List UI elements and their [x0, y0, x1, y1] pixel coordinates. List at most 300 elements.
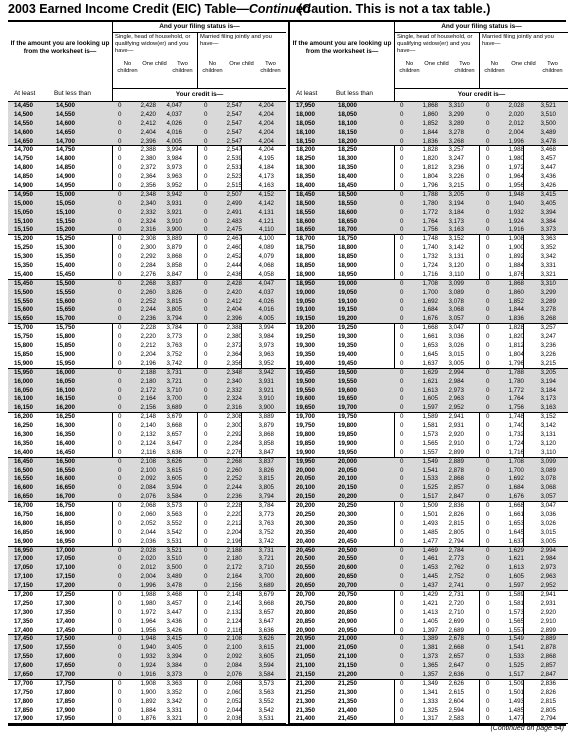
at-least-cell: 20,650: [296, 582, 315, 590]
table-row: [290, 235, 568, 244]
joint-no-children-cell: 0: [204, 208, 208, 216]
single-two-children-cell: 2,868: [448, 475, 464, 483]
single-two-children-cell: 4,026: [166, 119, 182, 127]
joint-two-children-cell: 3,415: [540, 190, 556, 198]
but-less-than-cell: 21,300: [338, 688, 357, 696]
joint-one-child-cell: 2,100: [226, 644, 242, 652]
but-less-than-cell: 16,300: [56, 422, 75, 430]
at-least-cell: 17,500: [14, 644, 33, 652]
joint-no-children-cell: 0: [204, 466, 208, 474]
joint-one-child-cell: 1,557: [508, 626, 524, 634]
joint-no-children-cell: 0: [204, 164, 208, 172]
credit-header: [395, 22, 568, 101]
table-row: [8, 635, 286, 644]
joint-one-child-cell: 1,828: [508, 324, 524, 332]
but-less-than-cell: 19,100: [338, 297, 357, 305]
joint-no-children-cell: 0: [486, 715, 490, 723]
single-one-child-cell: 2,204: [140, 350, 156, 358]
joint-no-children-cell: 0: [486, 324, 490, 332]
joint-one-child-cell: 1,916: [508, 226, 524, 234]
but-less-than-cell: 17,500: [56, 635, 75, 643]
joint-no-children-cell: 0: [204, 448, 208, 456]
joint-two-children-cell: 4,016: [258, 306, 274, 314]
single-two-children-cell: 3,731: [166, 368, 182, 376]
single-two-children-cell: 3,805: [166, 306, 182, 314]
at-least-cell: 19,900: [296, 448, 315, 456]
single-no-children-cell: 0: [118, 279, 122, 287]
joint-one-child-cell: 1,980: [508, 155, 524, 163]
table-row: [290, 378, 568, 387]
joint-two-children-cell: 3,847: [258, 448, 274, 456]
single-one-child-cell: 1,501: [422, 510, 438, 518]
at-least-cell: 20,950: [296, 635, 315, 643]
at-least-cell: 20,300: [296, 519, 315, 527]
joint-no-children-cell: 0: [204, 697, 208, 705]
single-no-children-cell: 0: [118, 608, 122, 616]
table-row: [8, 378, 286, 387]
single-two-children-cell: 3,099: [448, 279, 464, 287]
single-two-children-cell: 2,699: [448, 617, 464, 625]
but-less-than-cell: 17,050: [56, 555, 75, 563]
table-row: [290, 138, 568, 147]
table-row: [290, 244, 568, 253]
joint-no-children-cell: 0: [486, 226, 490, 234]
single-no-children-cell: 0: [118, 182, 122, 190]
at-least-cell: 17,850: [14, 706, 33, 714]
joint-one-child-cell: 1,780: [508, 377, 524, 385]
single-one-child-cell: 1,996: [140, 582, 156, 590]
single-no-children-cell: 0: [118, 155, 122, 163]
single-no-children-cell: 0: [400, 182, 404, 190]
single-one-child-cell: 1,621: [422, 377, 438, 385]
table-row: [8, 218, 286, 227]
joint-two-children-cell: 4,131: [258, 208, 274, 216]
single-two-children-cell: 3,847: [166, 270, 182, 278]
single-one-child-cell: 2,004: [140, 573, 156, 581]
joint-no-children-cell: 0: [204, 253, 208, 261]
single-one-child-cell: 2,052: [140, 519, 156, 527]
but-less-than-cell: 16,450: [56, 448, 75, 456]
single-no-children-cell: 0: [118, 582, 122, 590]
table-body: [290, 102, 568, 724]
single-two-children-cell: 3,415: [166, 635, 182, 643]
table-row: [290, 458, 568, 467]
joint-one-child-cell: 2,300: [226, 422, 242, 430]
single-one-child-cell: 2,124: [140, 439, 156, 447]
single-one-child-cell: 2,252: [140, 297, 156, 305]
single-two-children-cell: 3,110: [448, 270, 464, 278]
but-less-than-cell: 19,950: [338, 448, 357, 456]
table-row: [8, 129, 286, 138]
single-two-children-cell: 2,636: [448, 671, 464, 678]
joint-two-children-cell: 3,858: [258, 439, 274, 447]
single-one-child-cell: 2,276: [140, 270, 156, 278]
at-least-cell: 16,400: [14, 448, 33, 456]
table-row: [290, 333, 568, 342]
single-two-children-cell: 2,678: [448, 635, 464, 643]
single-two-children-cell: 3,299: [448, 110, 464, 118]
single-two-children-cell: 2,836: [448, 502, 464, 510]
joint-one-child-cell: 1,900: [508, 244, 524, 252]
table-row: [290, 155, 568, 164]
single-two-children-cell: 4,037: [166, 110, 182, 118]
single-one-child-cell: 1,780: [422, 199, 438, 207]
single-no-children-cell: 0: [400, 573, 404, 581]
joint-one-child-cell: 1,477: [508, 715, 524, 723]
at-least-cell: 16,450: [14, 457, 33, 465]
but-less-than-cell: 18,450: [338, 182, 357, 190]
your-credit-label: Your credit is—: [395, 88, 568, 101]
single-one-child-cell: 1,908: [140, 679, 156, 687]
single-two-children-cell: 3,994: [166, 146, 182, 154]
table-row: [8, 244, 286, 253]
but-less-than-cell: 17,550: [56, 644, 75, 652]
single-two-children-cell: 3,573: [166, 502, 182, 510]
joint-no-children-cell: 0: [204, 297, 208, 305]
joint-two-children-cell: 3,352: [540, 244, 556, 252]
but-less-than-cell: 17,000: [56, 546, 75, 554]
single-no-children-cell: 0: [400, 599, 404, 607]
single-one-child-cell: 1,708: [422, 279, 438, 287]
table-row: [290, 618, 568, 627]
but-less-than-cell: 19,850: [338, 430, 357, 438]
single-two-children-cell: 3,236: [448, 164, 464, 172]
table-row: [8, 502, 286, 511]
but-less-than-cell: 16,100: [56, 386, 75, 394]
joint-no-children-cell: 0: [204, 439, 208, 447]
single-one-child-cell: 1,325: [422, 706, 438, 714]
single-one-child-cell: 1,796: [422, 182, 438, 190]
single-one-child-cell: 1,924: [140, 662, 156, 670]
table-row: [8, 591, 286, 600]
at-least-cell: 18,750: [296, 244, 315, 252]
single-no-children-cell: 0: [118, 493, 122, 501]
single-one-child-cell: 1,940: [140, 644, 156, 652]
but-less-than-cell: 19,800: [338, 422, 357, 430]
single-one-child-cell: 1,820: [422, 155, 438, 163]
table-row: [8, 395, 286, 404]
but-less-than-cell: 19,150: [338, 306, 357, 314]
at-least-cell: 16,300: [14, 430, 33, 438]
table-row: [290, 627, 568, 636]
joint-no-children-cell: 0: [486, 564, 490, 572]
but-less-than-cell: 15,200: [56, 226, 75, 234]
joint-no-children-cell: 0: [204, 350, 208, 358]
at-least-cell: 19,200: [296, 324, 315, 332]
single-no-children-cell: 0: [118, 679, 122, 687]
single-one-child-cell: 1,772: [422, 208, 438, 216]
joint-no-children-cell: 0: [486, 315, 490, 323]
joint-one-child-cell: 2,483: [226, 217, 242, 225]
but-less-than-cell: 18,250: [338, 146, 357, 154]
single-no-children-cell: 0: [118, 217, 122, 225]
single-two-children-cell: 3,552: [166, 519, 182, 527]
at-least-cell: 19,950: [296, 457, 315, 465]
single-two-children-cell: 3,310: [448, 102, 464, 109]
joint-two-children-cell: 3,805: [258, 484, 274, 492]
single-one-child-cell: 1,764: [422, 217, 438, 225]
but-less-than-cell: 19,250: [338, 324, 357, 332]
single-one-child-cell: 2,324: [140, 217, 156, 225]
eic-table: [8, 20, 566, 726]
but-less-than-cell: 20,850: [338, 608, 357, 616]
table-row: [8, 155, 286, 164]
joint-two-children-cell: 3,563: [258, 688, 274, 696]
but-less-than-cell: 19,000: [338, 279, 357, 287]
but-less-than-label: But less than: [336, 90, 373, 97]
joint-one-child-cell: 2,004: [508, 128, 524, 136]
but-less-than-cell: 21,150: [338, 662, 357, 670]
single-no-children-cell: 0: [118, 564, 122, 572]
joint-one-child-cell: 2,515: [226, 182, 242, 190]
at-least-cell: 16,800: [14, 519, 33, 527]
joint-no-children-cell: 0: [204, 235, 208, 243]
joint-two-children-cell: 3,205: [540, 368, 556, 376]
at-least-cell: 20,000: [296, 466, 315, 474]
single-no-children-cell: 0: [118, 306, 122, 314]
single-two-children-cell: 3,931: [166, 199, 182, 207]
title-main: 2003 Earned Income Credit (EIC) Table: [8, 2, 237, 16]
single-one-child-cell: 2,364: [140, 173, 156, 181]
joint-two-children-cell: 3,447: [540, 164, 556, 172]
but-less-than-cell: 18,700: [338, 226, 357, 234]
joint-no-children-cell: 0: [204, 644, 208, 652]
single-no-children-cell: 0: [118, 404, 122, 412]
single-one-child-cell: 1,597: [422, 404, 438, 412]
single-one-child-cell: 2,420: [140, 110, 156, 118]
but-less-than-cell: 18,650: [338, 217, 357, 225]
single-no-children-cell: 0: [400, 377, 404, 385]
table-row: [290, 573, 568, 582]
joint-two-children-cell: 3,710: [258, 564, 274, 572]
single-one-child-cell: 1,748: [422, 235, 438, 243]
single-one-child-cell: 1,884: [140, 706, 156, 714]
joint-one-child-cell: 2,220: [226, 510, 242, 518]
joint-two-children-cell: 3,679: [258, 590, 274, 598]
single-two-children-cell: 3,131: [448, 253, 464, 261]
but-less-than-cell: 17,900: [56, 706, 75, 714]
joint-no-children-cell: 0: [204, 155, 208, 163]
table-row: [8, 102, 286, 111]
joint-two-children-cell: 3,573: [258, 679, 274, 687]
single-no-children-cell: 0: [118, 190, 122, 198]
single-one-child-cell: 1,804: [422, 173, 438, 181]
joint-no-children-cell: 0: [486, 350, 490, 358]
joint-two-children-cell: 3,131: [540, 430, 556, 438]
joint-two-children-cell: 3,531: [258, 715, 274, 723]
single-one-child-cell: 1,525: [422, 484, 438, 492]
joint-two-children-cell: 4,047: [258, 279, 274, 287]
single-hoh-group: Single, head of household, or qualifying widow(er) and you have— No children One child Two children: [395, 33, 480, 88]
at-least-cell: 17,550: [14, 653, 33, 661]
but-less-than-cell: 14,550: [56, 110, 75, 118]
joint-no-children-cell: 0: [204, 226, 208, 234]
single-no-children-cell: 0: [400, 315, 404, 323]
joint-two-children-cell: 3,015: [540, 528, 556, 536]
single-hoh-group: Single, head of household, or qualifying widow(er) and you have— No children One child Two children: [113, 33, 198, 88]
single-one-child-cell: 1,349: [422, 679, 438, 687]
joint-one-child-cell: 2,260: [226, 466, 242, 474]
joint-one-child-cell: 1,613: [508, 564, 524, 572]
joint-two-children-cell: 3,299: [540, 288, 556, 296]
table-row: [8, 298, 286, 307]
joint-no-children-cell: 0: [486, 573, 490, 581]
single-two-children-cell: 3,815: [166, 297, 182, 305]
single-no-children-cell: 0: [400, 226, 404, 234]
single-no-children-cell: 0: [400, 404, 404, 412]
table-row: [290, 538, 568, 547]
joint-two-children-cell: 3,068: [540, 484, 556, 492]
single-no-children-cell: 0: [400, 128, 404, 136]
joint-two-children-cell: 2,836: [540, 679, 556, 687]
single-two-children-cell: 2,710: [448, 608, 464, 616]
single-no-children-cell: 0: [400, 164, 404, 172]
single-no-children-cell: 0: [118, 688, 122, 696]
at-least-cell: 14,900: [14, 182, 33, 190]
single-two-children-cell: 2,899: [448, 448, 464, 456]
single-two-children-cell: 3,710: [166, 386, 182, 394]
at-least-cell: 14,450: [14, 102, 33, 109]
joint-two-children-cell: 4,204: [258, 146, 274, 154]
joint-two-children-cell: 2,847: [540, 671, 556, 678]
but-less-than-cell: 16,650: [56, 484, 75, 492]
single-no-children-cell: 0: [118, 208, 122, 216]
but-less-than-cell: 19,750: [338, 413, 357, 421]
table-row: [290, 520, 568, 529]
single-two-children-cell: 3,636: [166, 448, 182, 456]
but-less-than-cell: 16,950: [56, 537, 75, 545]
joint-one-child-cell: 2,012: [508, 119, 524, 127]
joint-two-children-cell: 4,204: [258, 137, 274, 145]
joint-one-child-cell: 2,491: [226, 208, 242, 216]
joint-one-child-cell: 2,236: [226, 493, 242, 501]
but-less-than-cell: 15,700: [56, 315, 75, 323]
joint-two-children-cell: 3,289: [540, 297, 556, 305]
single-two-children-cell: 3,078: [448, 297, 464, 305]
single-no-children-cell: 0: [400, 235, 404, 243]
table-row: [8, 449, 286, 458]
joint-one-child-cell: 2,060: [226, 688, 242, 696]
joint-no-children-cell: 0: [486, 617, 490, 625]
single-one-child-cell: 1,605: [422, 395, 438, 403]
table-row: [8, 529, 286, 538]
single-no-children-cell: 0: [400, 590, 404, 598]
at-least-cell: 14,800: [14, 164, 33, 172]
joint-two-children-cell: 2,920: [540, 608, 556, 616]
joint-two-children-cell: 4,152: [258, 190, 274, 198]
table-row: [290, 582, 568, 591]
single-two-children-cell: 2,773: [448, 555, 464, 563]
joint-two-children-cell: 3,794: [258, 493, 274, 501]
single-no-children-cell: 0: [400, 244, 404, 252]
at-least-cell: 19,650: [296, 404, 315, 412]
joint-one-child-cell: 2,420: [226, 288, 242, 296]
single-two-children-cell: 3,152: [448, 235, 464, 243]
single-one-child-cell: 2,292: [140, 253, 156, 261]
single-one-child-cell: 2,108: [140, 457, 156, 465]
single-two-children-cell: 3,510: [166, 555, 182, 563]
single-two-children-cell: 3,342: [166, 697, 182, 705]
joint-no-children-cell: 0: [204, 368, 208, 376]
joint-one-child-cell: 2,523: [226, 173, 242, 181]
joint-one-child-cell: 1,645: [508, 528, 524, 536]
table-row: [290, 395, 568, 404]
joint-two-children-cell: 4,204: [258, 102, 274, 109]
single-two-children-cell: 4,005: [166, 137, 182, 145]
single-one-child-cell: 2,164: [140, 395, 156, 403]
at-least-cell: 16,350: [14, 439, 33, 447]
joint-one-child-cell: 2,316: [226, 404, 242, 412]
but-less-than-cell: 18,900: [338, 262, 357, 270]
single-two-children-cell: 3,721: [166, 377, 182, 385]
but-less-than-cell: 20,450: [338, 537, 357, 545]
joint-no-children-cell: 0: [486, 439, 490, 447]
joint-one-child-cell: 2,467: [226, 235, 242, 243]
table-row: [290, 609, 568, 618]
table-header: [8, 22, 286, 102]
table-row: [8, 342, 286, 351]
single-one-child-cell: 1,661: [422, 333, 438, 341]
single-one-child-cell: 1,357: [422, 671, 438, 678]
joint-two-children-cell: 3,721: [258, 555, 274, 563]
table-row: [290, 662, 568, 671]
at-least-cell: 21,150: [296, 671, 315, 678]
at-least-cell: 18,100: [296, 128, 315, 136]
single-no-children-cell: 0: [400, 537, 404, 545]
single-no-children-cell: 0: [118, 475, 122, 483]
single-no-children-cell: 0: [118, 510, 122, 518]
at-least-cell: 16,100: [14, 395, 33, 403]
single-one-child-cell: 1,381: [422, 644, 438, 652]
joint-one-child-cell: 2,228: [226, 502, 242, 510]
joint-one-child-cell: 2,196: [226, 537, 242, 545]
but-less-than-cell: 17,850: [56, 697, 75, 705]
at-least-cell: 19,250: [296, 333, 315, 341]
single-one-child-cell: 1,373: [422, 653, 438, 661]
but-less-than-cell: 18,300: [338, 155, 357, 163]
single-no-children-cell: 0: [118, 635, 122, 643]
table-row: [290, 689, 568, 698]
joint-two-children-cell: 3,321: [540, 270, 556, 278]
table-row: [290, 680, 568, 689]
but-less-than-cell: 18,500: [338, 190, 357, 198]
single-no-children-cell: 0: [400, 608, 404, 616]
but-less-than-cell: 14,650: [56, 128, 75, 136]
joint-two-children-cell: 3,457: [540, 155, 556, 163]
joint-one-child-cell: 1,956: [508, 182, 524, 190]
income-header: [8, 22, 113, 101]
joint-two-children-cell: 3,047: [540, 502, 556, 510]
joint-no-children-cell: 0: [204, 333, 208, 341]
single-two-children-cell: 3,489: [166, 573, 182, 581]
at-least-cell: 15,900: [14, 359, 33, 367]
single-no-children-cell: 0: [118, 546, 122, 554]
single-no-children-cell: 0: [118, 359, 122, 367]
table-row: [290, 422, 568, 431]
single-one-child-cell: 2,268: [140, 279, 156, 287]
joint-two-children-cell: 2,910: [540, 617, 556, 625]
at-least-cell: 16,600: [14, 484, 33, 492]
at-least-cell: 19,600: [296, 395, 315, 403]
joint-two-children-cell: 3,426: [540, 182, 556, 190]
at-least-cell: 17,750: [14, 688, 33, 696]
single-one-child-cell: 1,852: [422, 119, 438, 127]
joint-one-child-cell: 2,268: [226, 457, 242, 465]
joint-one-child-cell: 1,972: [508, 164, 524, 172]
single-one-child-cell: 2,220: [140, 333, 156, 341]
joint-no-children-cell: 0: [486, 546, 490, 554]
joint-no-children-cell: 0: [204, 146, 208, 154]
